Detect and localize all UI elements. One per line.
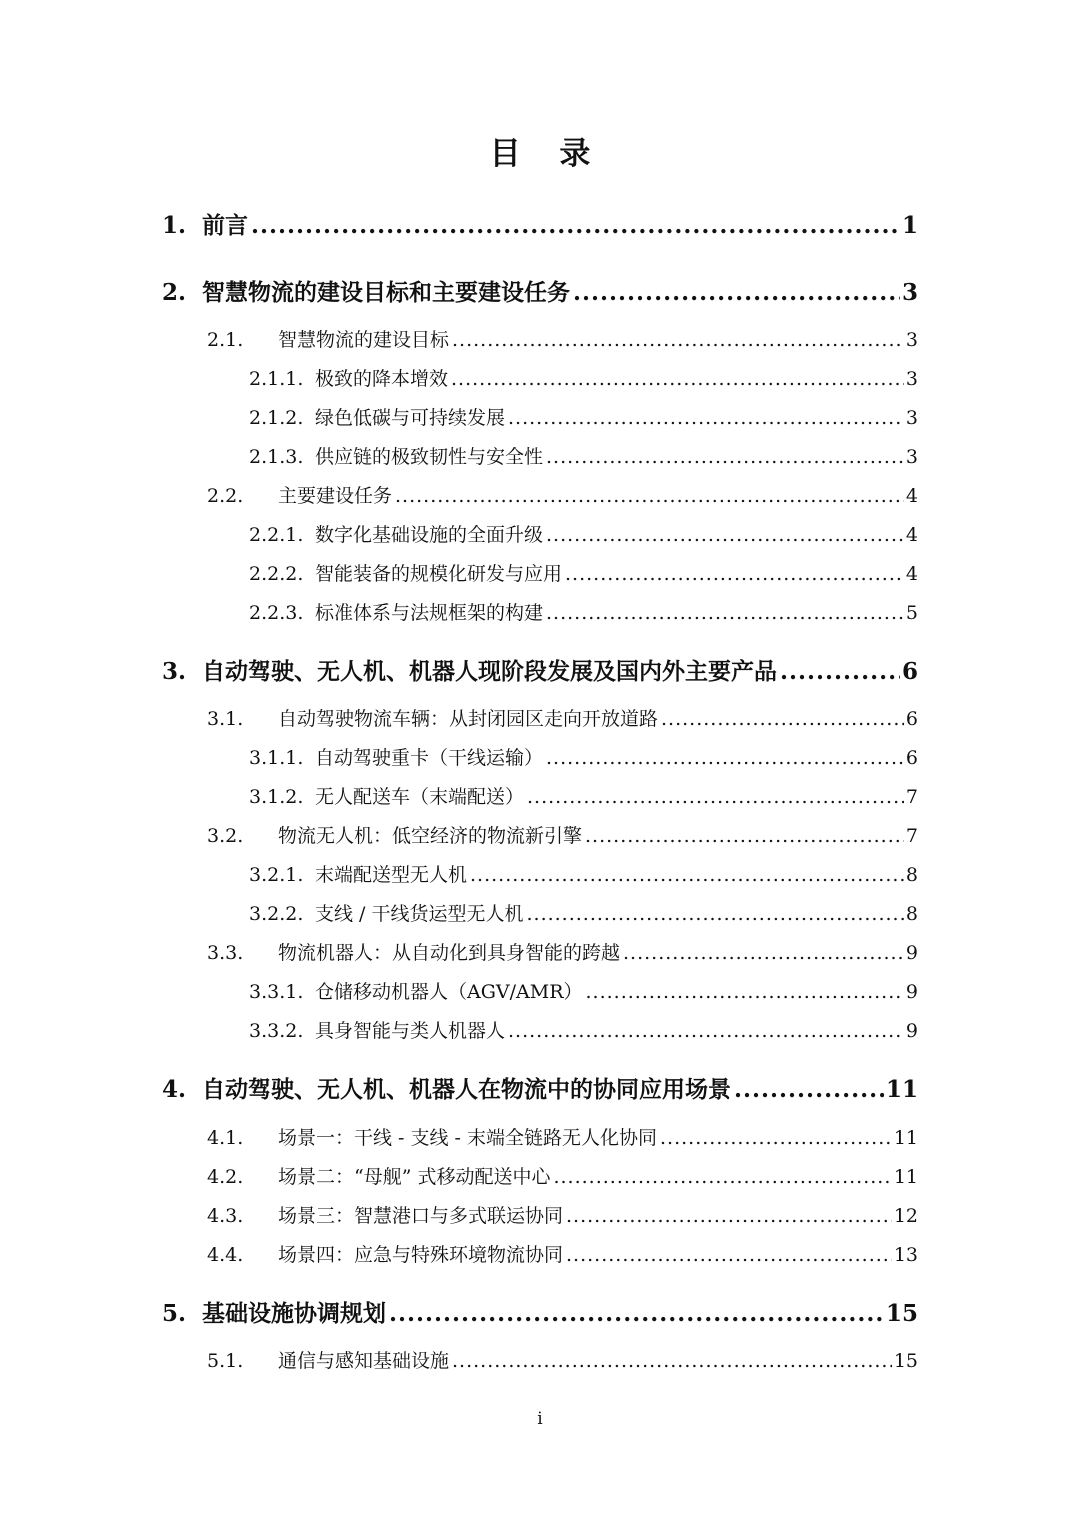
toc-entry-label: 自动驾驶物流车辆：从封闭园区走向开放道路 bbox=[278, 708, 659, 730]
toc-entry-label: 场景二：“母舰” 式移动配送中心 bbox=[278, 1166, 551, 1188]
dot-leader bbox=[623, 942, 904, 964]
toc-entry-number: 3.2.1. bbox=[249, 864, 304, 886]
toc-entry-page: 4 bbox=[905, 485, 918, 507]
toc-entry-page: 6 bbox=[905, 708, 918, 730]
toc-entry-label: 智能装备的规模化研发与应用 bbox=[315, 563, 563, 585]
dot-leader bbox=[508, 407, 904, 429]
toc-entry-page: 11 bbox=[893, 1127, 918, 1149]
toc-entry-label: 仓储移动机器人（AGV/AMR） bbox=[315, 981, 583, 1003]
toc-entry-page: 3 bbox=[905, 446, 918, 468]
toc-entry-level-3[interactable] bbox=[249, 520, 918, 547]
toc-entry-label: 智慧物流的建设目标 bbox=[278, 329, 450, 351]
dot-leader bbox=[451, 368, 904, 390]
toc-entry-number: 4.1. bbox=[207, 1127, 244, 1149]
toc-entry-level-3[interactable] bbox=[249, 782, 918, 809]
toc-entry-page: 1 bbox=[901, 212, 918, 239]
dot-leader bbox=[573, 279, 900, 306]
toc-entry-level-3[interactable] bbox=[249, 899, 918, 926]
toc-entry-number: 4.3. bbox=[207, 1205, 244, 1227]
toc-entry-label: 具身智能与类人机器人 bbox=[315, 1020, 506, 1042]
toc-entry-number: 4.2. bbox=[207, 1166, 244, 1188]
dot-leader bbox=[660, 1127, 892, 1149]
toc-entry-level-3[interactable] bbox=[249, 1016, 918, 1043]
toc-entry-level-2[interactable] bbox=[207, 938, 918, 965]
toc-entry-label: 智慧物流的建设目标和主要建设任务 bbox=[202, 279, 570, 306]
toc-entry-number: 2.2. bbox=[207, 485, 244, 507]
toc-entry-number: 3.1.2. bbox=[249, 786, 304, 808]
toc-entry-level-3[interactable] bbox=[249, 442, 918, 469]
dot-leader bbox=[585, 825, 904, 847]
toc-entry-level-1[interactable] bbox=[162, 653, 918, 686]
toc-entry-level-3[interactable] bbox=[249, 860, 918, 887]
dot-leader bbox=[546, 446, 904, 468]
toc-entry-level-1[interactable] bbox=[162, 1295, 918, 1328]
dot-leader bbox=[452, 1350, 892, 1372]
toc-entry-level-2[interactable] bbox=[207, 1240, 918, 1267]
dot-leader bbox=[661, 708, 904, 730]
toc-entry-page: 12 bbox=[893, 1205, 918, 1227]
toc-entry-number: 3. bbox=[162, 658, 187, 685]
toc-title: 目 录 bbox=[489, 136, 605, 172]
toc-entry-level-2[interactable] bbox=[207, 325, 918, 352]
dot-leader bbox=[780, 658, 900, 685]
toc-entry-page: 5 bbox=[905, 602, 918, 624]
toc-entry-number: 3.2.2. bbox=[249, 903, 304, 925]
toc-entry-page: 3 bbox=[905, 407, 918, 429]
dot-leader bbox=[566, 1205, 892, 1227]
toc-entry-page: 7 bbox=[905, 786, 918, 808]
dot-leader bbox=[546, 747, 904, 769]
toc-entry-label: 场景四：应急与特殊环境物流协同 bbox=[278, 1244, 564, 1266]
toc-entry-label: 极致的降本增效 bbox=[315, 368, 449, 390]
toc-entry-page: 15 bbox=[893, 1350, 918, 1372]
toc-entry-number: 2.1.2. bbox=[249, 407, 304, 429]
toc-entry-number: 3.2. bbox=[207, 825, 244, 847]
toc-entry-level-2[interactable] bbox=[207, 481, 918, 508]
toc-entry-label: 物流无人机：低空经济的物流新引擎 bbox=[278, 825, 583, 847]
toc-entry-label: 物流机器人：从自动化到具身智能的跨越 bbox=[278, 942, 621, 964]
toc-entry-level-3[interactable] bbox=[249, 598, 918, 625]
toc-entry-number: 3.3.1. bbox=[249, 981, 304, 1003]
toc-entry-label: 基础设施协调规划 bbox=[202, 1300, 386, 1327]
dot-leader bbox=[565, 563, 904, 585]
toc-entry-label: 通信与感知基础设施 bbox=[278, 1350, 450, 1372]
toc-entry-number: 2.1.1. bbox=[249, 368, 304, 390]
toc-entry-number: 2. bbox=[162, 279, 187, 306]
toc-entry-number: 3.1. bbox=[207, 708, 244, 730]
toc-entry-page: 8 bbox=[905, 864, 918, 886]
toc-entry-level-1[interactable] bbox=[162, 1071, 918, 1104]
page-number: i bbox=[537, 1409, 543, 1429]
toc-entry-page: 4 bbox=[905, 524, 918, 546]
toc-entry-number: 1. bbox=[162, 212, 187, 239]
dot-leader bbox=[395, 485, 904, 507]
toc-entry-number: 5. bbox=[162, 1300, 187, 1327]
dot-leader bbox=[553, 1166, 891, 1188]
toc-entry-number: 2.2.2. bbox=[249, 563, 304, 585]
toc-entry-level-2[interactable] bbox=[207, 1162, 918, 1189]
toc-entry-label: 前言 bbox=[202, 212, 248, 239]
toc-entry-page: 8 bbox=[905, 903, 918, 925]
toc-entry-page: 6 bbox=[905, 747, 918, 769]
toc-entry-level-1[interactable] bbox=[162, 274, 918, 307]
toc-entry-number: 2.1.3. bbox=[249, 446, 304, 468]
toc-entry-label: 数字化基础设施的全面升级 bbox=[315, 524, 544, 546]
dot-leader bbox=[452, 329, 904, 351]
toc-entry-number: 4. bbox=[162, 1076, 187, 1103]
dot-leader bbox=[734, 1076, 884, 1103]
toc-entry-level-2[interactable] bbox=[207, 821, 918, 848]
dot-leader bbox=[526, 903, 903, 925]
toc-entry-number: 3.3. bbox=[207, 942, 244, 964]
dot-leader bbox=[470, 864, 904, 886]
toc-entry-page: 7 bbox=[905, 825, 918, 847]
toc-entry-label: 场景一：干线 - 支线 - 末端全链路无人化协同 bbox=[278, 1127, 657, 1149]
toc-entry-label: 自动驾驶、无人机、机器人在物流中的协同应用场景 bbox=[202, 1076, 731, 1103]
toc-entry-level-3[interactable] bbox=[249, 364, 918, 391]
toc-entry-number: 3.1.1. bbox=[249, 747, 304, 769]
toc-entry-level-3[interactable] bbox=[249, 977, 918, 1004]
dot-leader bbox=[251, 212, 900, 239]
toc-entry-page: 9 bbox=[905, 1020, 918, 1042]
toc-entry-number: 2.1. bbox=[207, 329, 244, 351]
toc-entry-label: 标准体系与法规框架的构建 bbox=[315, 602, 544, 624]
toc-entry-page: 9 bbox=[905, 981, 918, 1003]
dot-leader bbox=[586, 981, 904, 1003]
toc-entry-level-3[interactable] bbox=[249, 403, 918, 430]
toc-entry-level-1[interactable] bbox=[162, 207, 918, 240]
toc-entry-label: 自动驾驶、无人机、机器人现阶段发展及国内外主要产品 bbox=[202, 658, 777, 685]
toc-entry-page: 15 bbox=[885, 1300, 918, 1327]
toc-entry-page: 11 bbox=[885, 1076, 918, 1103]
toc-entry-level-3[interactable] bbox=[249, 743, 918, 770]
toc-entry-number: 2.2.3. bbox=[249, 602, 304, 624]
toc-entry-label: 绿色低碳与可持续发展 bbox=[315, 407, 506, 429]
toc-entry-number: 3.3.2. bbox=[249, 1020, 304, 1042]
toc-entry-level-3[interactable] bbox=[249, 559, 918, 586]
dot-leader bbox=[546, 524, 904, 546]
dot-leader bbox=[508, 1020, 904, 1042]
toc-entry-label: 支线 / 干线货运型无人机 bbox=[315, 903, 524, 925]
toc-entry-number: 2.2.1. bbox=[249, 524, 304, 546]
dot-leader bbox=[527, 786, 904, 808]
toc-entry-page: 13 bbox=[893, 1244, 918, 1266]
toc-entry-label: 末端配送型无人机 bbox=[315, 864, 468, 886]
toc-entry-number: 5.1. bbox=[207, 1350, 244, 1372]
toc-entry-number: 4.4. bbox=[207, 1244, 244, 1266]
toc-entry-page: 3 bbox=[905, 329, 918, 351]
dot-leader bbox=[389, 1300, 884, 1327]
toc-entry-page: 6 bbox=[901, 658, 918, 685]
toc-entry-level-2[interactable] bbox=[207, 1123, 918, 1150]
toc-entry-label: 供应链的极致韧性与安全性 bbox=[315, 446, 544, 468]
toc-entry-label: 自动驾驶重卡（干线运输） bbox=[315, 747, 544, 769]
toc-entry-level-2[interactable] bbox=[207, 1201, 918, 1228]
toc-entry-label: 主要建设任务 bbox=[278, 485, 393, 507]
toc-entry-page: 11 bbox=[893, 1166, 918, 1188]
toc-entry-label: 无人配送车（末端配送） bbox=[315, 786, 525, 808]
toc-entry-page: 3 bbox=[901, 279, 918, 306]
toc-entry-page: 9 bbox=[905, 942, 918, 964]
toc-entry-page: 3 bbox=[905, 368, 918, 390]
dot-leader bbox=[546, 602, 904, 624]
toc-entry-label: 场景三：智慧港口与多式联运协同 bbox=[278, 1205, 564, 1227]
dot-leader bbox=[566, 1244, 892, 1266]
toc-entry-level-2[interactable] bbox=[207, 1346, 918, 1373]
toc-entry-page: 4 bbox=[905, 563, 918, 585]
toc-entry-level-2[interactable] bbox=[207, 704, 918, 731]
